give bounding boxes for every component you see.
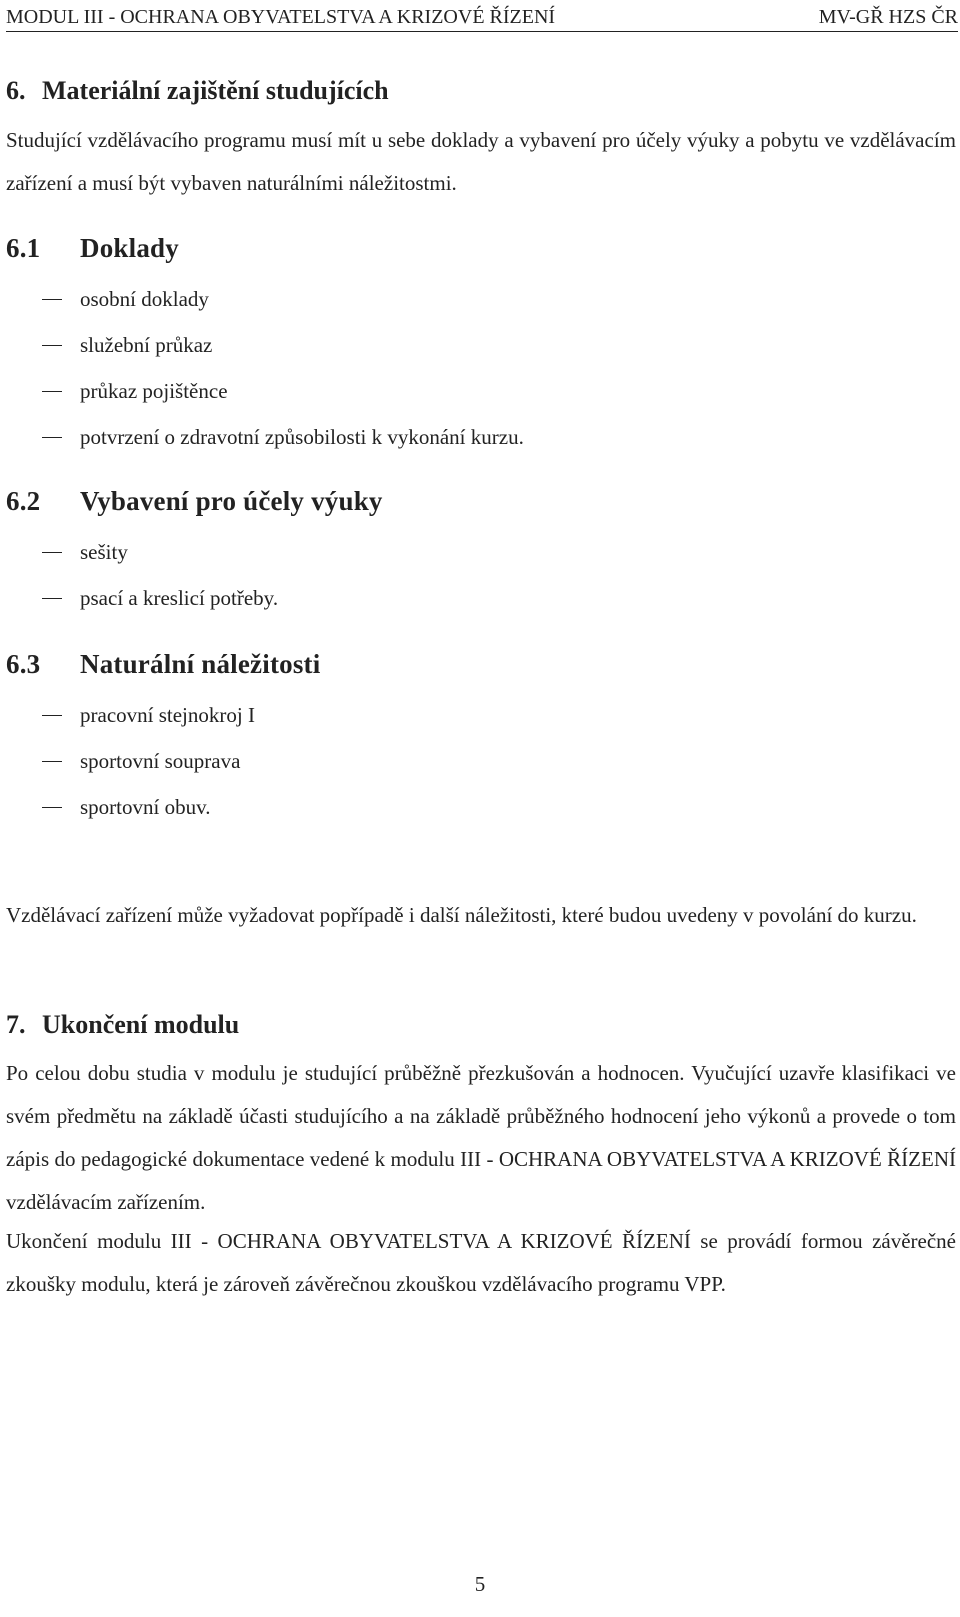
header-module-title: MODUL III - OCHRANA OBYVATELSTVA A KRIZOVÉ ŘÍZENÍ xyxy=(6,6,556,28)
subsection-6-3-title: Naturální náležitosti xyxy=(80,649,321,679)
list-item-text: sešity xyxy=(80,540,128,564)
list-item-text: sportovní obuv. xyxy=(80,795,211,819)
dash-bullet xyxy=(42,391,62,392)
list-item-text: průkaz pojištěnce xyxy=(80,379,228,403)
section-6-number: 6. xyxy=(6,76,26,105)
dash-bullet xyxy=(42,715,62,716)
section-6-heading xyxy=(6,76,389,106)
subsection-6-2-list xyxy=(6,535,278,627)
page-number: 5 xyxy=(474,1572,486,1596)
list-item xyxy=(6,744,255,790)
list-item xyxy=(6,581,278,627)
additional-requirements-note: Vzdělávací zařízení může vyžadovat popřípadě i další náležitosti, které budou uvedeny v povolání do kurzu. xyxy=(6,903,917,927)
section-6-title: Materiální zajištění studujících xyxy=(42,76,389,105)
header-organization: MV-GŘ HZS ČR xyxy=(818,6,958,28)
list-item xyxy=(6,374,524,420)
section-7-paragraph-1: Po celou dobu studia v modulu je studující průběžně přezkušován a hodnocen. Vyučující uzavře klasifikaci ve svém předmětu na základě účasti studujícího a na základě průběžného hodnocení jeho výkonů a provede o tom zápis do pedagogické dokumentace vedené k modulu III - OCHRANA OBYVATELSTVA A KRIZOVÉ ŘÍZENÍ vzdělávacím zařízením. xyxy=(6,1061,956,1214)
list-item-text: služební průkaz xyxy=(80,333,213,357)
subsection-6-1-heading xyxy=(6,233,179,264)
section-7-title: Ukončení modulu xyxy=(42,1010,240,1039)
subsection-6-1-number: 6.1 xyxy=(6,233,41,263)
header-divider xyxy=(6,31,958,32)
subsection-6-2-heading xyxy=(6,486,383,517)
section-7-paragraph-2: Ukončení modulu III - OCHRANA OBYVATELSTVA A KRIZOVÉ ŘÍZENÍ se provádí formou závěrečné zkoušky modulu, která je zároveň závěrečnou zkouškou vzdělávacího programu VPP. xyxy=(6,1229,956,1296)
subsection-6-3-number: 6.3 xyxy=(6,649,41,679)
section-7-number: 7. xyxy=(6,1010,26,1039)
list-item-text: potvrzení o zdravotní způsobilosti k vykonání kurzu. xyxy=(80,425,524,449)
subsection-6-2-number: 6.2 xyxy=(6,486,41,516)
dash-bullet xyxy=(42,598,62,599)
list-item-text: pracovní stejnokroj I xyxy=(80,703,255,727)
dash-bullet xyxy=(42,437,62,438)
dash-bullet xyxy=(42,345,62,346)
dash-bullet xyxy=(42,552,62,553)
list-item xyxy=(6,790,255,836)
subsection-6-2-title: Vybavení pro účely výuky xyxy=(80,486,383,516)
dash-bullet xyxy=(42,807,62,808)
dash-bullet xyxy=(42,761,62,762)
list-item xyxy=(6,328,524,374)
subsection-6-3-heading xyxy=(6,649,320,680)
list-item-text: osobní doklady xyxy=(80,287,209,311)
subsection-6-3-list xyxy=(6,698,255,836)
list-item xyxy=(6,420,524,466)
list-item xyxy=(6,282,524,328)
list-item xyxy=(6,535,278,581)
section-6-intro: Studující vzdělávacího programu musí mít u sebe doklady a vybavení pro účely výuky a pobytu ve vzdělávacím zařízení a musí být vybaven naturálními náležitostmi. xyxy=(6,128,956,195)
list-item-text: psací a kreslicí potřeby. xyxy=(80,586,279,610)
section-7-heading xyxy=(6,1010,239,1040)
list-item-text: sportovní souprava xyxy=(80,749,241,773)
dash-bullet xyxy=(42,299,62,300)
subsection-6-1-title: Doklady xyxy=(80,233,179,263)
list-item xyxy=(6,698,255,744)
page-header xyxy=(6,4,958,32)
subsection-6-1-list xyxy=(6,282,524,466)
